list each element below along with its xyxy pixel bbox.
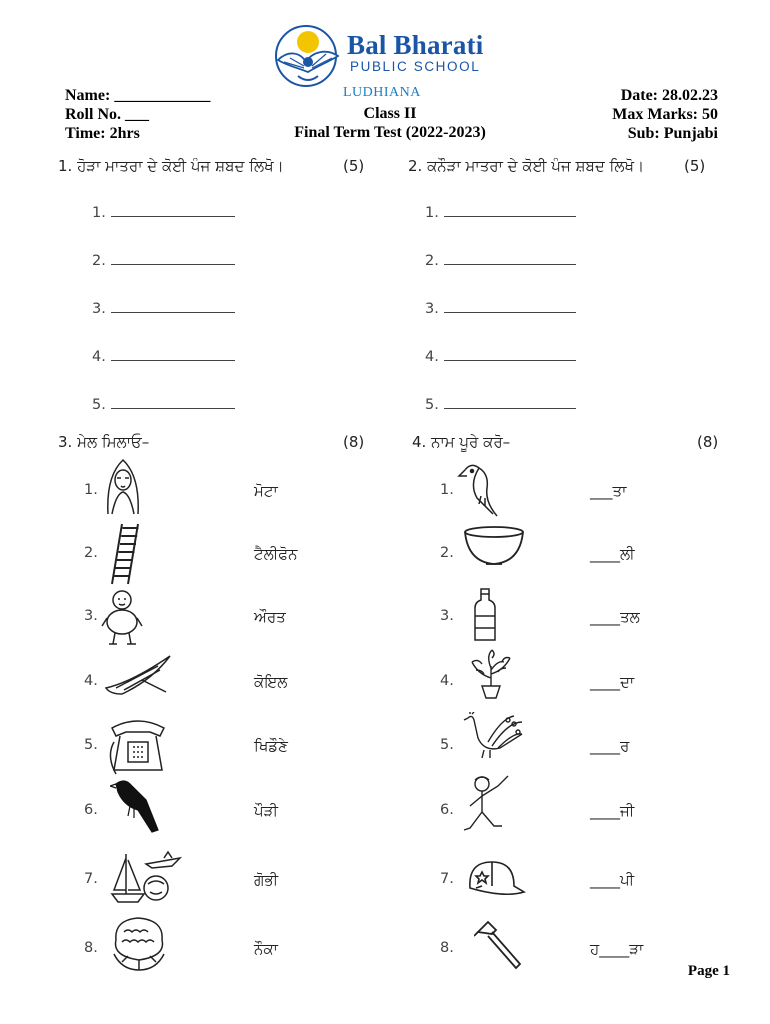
q4-fill-word[interactable]: ____ਜੀ bbox=[590, 802, 635, 820]
page-number: Page 1 bbox=[687, 963, 730, 979]
q4-item-number: 7. bbox=[440, 871, 454, 887]
list-item: 1. bbox=[425, 202, 576, 250]
list-item: 3. bbox=[425, 298, 576, 346]
answer-line[interactable] bbox=[444, 408, 576, 409]
woman-icon bbox=[100, 456, 146, 516]
school-emblem-icon bbox=[268, 22, 348, 92]
q3-item-number: 2. bbox=[84, 545, 98, 561]
roll-no-field: Roll No. ___ bbox=[65, 106, 149, 123]
q3-item-number: 4. bbox=[84, 673, 98, 689]
q4-item-number: 4. bbox=[440, 673, 454, 689]
student-info bbox=[65, 86, 210, 143]
toys-icon bbox=[110, 850, 182, 908]
potted-plant-icon bbox=[468, 648, 514, 700]
school-subtitle: PUBLIC SCHOOL bbox=[350, 59, 481, 74]
q3-item-number: 5. bbox=[84, 737, 98, 753]
list-item: 2. bbox=[92, 250, 235, 298]
question-2-text: 2. ਕਨੌੜਾ ਮਾਤਰਾ ਦੇ ਕੋਈ ਪੰਜ ਸ਼ਬਦ ਲਿਖੋ। bbox=[408, 157, 645, 175]
max-marks-info: Max Marks: 50 bbox=[612, 106, 718, 123]
bottle-icon bbox=[473, 588, 497, 642]
q1-answer-list bbox=[92, 202, 235, 442]
answer-line[interactable] bbox=[111, 360, 235, 361]
q4-fill-word[interactable]: ____ਦਾ bbox=[590, 673, 635, 691]
q3-word: ਕੋਇਲ bbox=[254, 673, 288, 691]
question-1-text: 1. ਹੋੜਾ ਮਾਤਰਾ ਦੇ ਕੋਈ ਪੰਜ ਸ਼ਬਦ ਲਿਖੋ। bbox=[58, 157, 284, 175]
answer-line[interactable] bbox=[444, 360, 576, 361]
telephone-icon bbox=[106, 716, 170, 776]
q3-word: ਟੈਲੀਫੋਨ bbox=[254, 545, 298, 563]
answer-line[interactable] bbox=[444, 216, 576, 217]
q3-word: ਔਰਤ bbox=[254, 608, 286, 626]
q4-item-number: 3. bbox=[440, 608, 454, 624]
q4-fill-word[interactable]: ____ਰ bbox=[590, 737, 630, 755]
ladder-icon bbox=[106, 522, 146, 586]
q2-answer-list bbox=[425, 202, 576, 442]
cuckoo-icon bbox=[110, 776, 164, 836]
answer-line[interactable] bbox=[111, 408, 235, 409]
q4-item-number: 5. bbox=[440, 737, 454, 753]
q3-word: ਪੌੜੀ bbox=[254, 802, 278, 820]
q3-word: ਗੋਭੀ bbox=[254, 871, 279, 889]
question-3-text: 3. ਮੇਲ ਮਿਲਾਓ– bbox=[58, 433, 150, 451]
list-item: 1. bbox=[92, 202, 235, 250]
q3-item-number: 1. bbox=[84, 482, 98, 498]
name-field: Name: ____________ bbox=[65, 87, 211, 104]
q4-fill-word[interactable]: ____ਲੀ bbox=[590, 545, 635, 563]
q4-item-number: 1. bbox=[440, 482, 454, 498]
school-city: LUDHIANA bbox=[343, 85, 421, 100]
answer-line[interactable] bbox=[444, 312, 576, 313]
q3-item-number: 6. bbox=[84, 802, 98, 818]
class-label: Class II bbox=[363, 105, 417, 122]
fat-man-icon bbox=[100, 588, 144, 646]
q4-fill-word[interactable]: ਹ____ੜਾ bbox=[590, 940, 644, 958]
question-4-marks: (8) bbox=[697, 433, 719, 451]
list-item: 5. bbox=[92, 394, 235, 442]
bowl-icon bbox=[462, 524, 526, 568]
list-item: 5. bbox=[425, 394, 576, 442]
hammer-icon bbox=[474, 920, 526, 972]
cauliflower-icon bbox=[108, 914, 170, 972]
q4-fill-word[interactable]: ____ਪੀ bbox=[590, 871, 635, 889]
q3-word: ਖਿਡੌਣੇ bbox=[254, 737, 288, 755]
exam-info bbox=[560, 86, 718, 143]
answer-line[interactable] bbox=[444, 264, 576, 265]
q4-fill-word[interactable]: ____ਤਲ bbox=[590, 608, 640, 626]
date-info: Date: 28.02.23 bbox=[620, 87, 718, 104]
time-info: Time: 2hrs bbox=[65, 125, 140, 142]
cap-icon bbox=[464, 858, 526, 902]
q3-word: ਨੌਕਾ bbox=[254, 940, 278, 958]
question-1-marks: (5) bbox=[343, 157, 365, 175]
test-title: Final Term Test (2022-2023) bbox=[294, 124, 486, 141]
parrot-icon bbox=[455, 460, 505, 518]
school-name: Bal Bharati bbox=[347, 30, 484, 60]
question-2-marks: (5) bbox=[684, 157, 706, 175]
q4-item-number: 6. bbox=[440, 802, 454, 818]
answer-line[interactable] bbox=[111, 312, 235, 313]
q3-item-number: 3. bbox=[84, 608, 98, 624]
peacock-icon bbox=[462, 712, 524, 760]
q3-item-number: 8. bbox=[84, 940, 98, 956]
test-info bbox=[250, 104, 530, 142]
subject-info: Sub: Punjabi bbox=[627, 125, 718, 142]
q3-item-number: 7. bbox=[84, 871, 98, 887]
q4-item-number: 8. bbox=[440, 940, 454, 956]
list-item: 4. bbox=[425, 346, 576, 394]
boat-icon bbox=[102, 652, 174, 696]
question-4-text: 4. ਨਾਮ ਪੂਰੇ ਕਰੋ– bbox=[412, 433, 511, 451]
soldier-icon bbox=[458, 772, 516, 838]
question-3-marks: (8) bbox=[343, 433, 365, 451]
q4-item-number: 2. bbox=[440, 545, 454, 561]
q3-word: ਮੋਟਾ bbox=[254, 482, 278, 500]
list-item: 4. bbox=[92, 346, 235, 394]
list-item: 3. bbox=[92, 298, 235, 346]
list-item: 2. bbox=[425, 250, 576, 298]
answer-line[interactable] bbox=[111, 216, 235, 217]
q4-fill-word[interactable]: ___ਤਾ bbox=[590, 482, 627, 500]
answer-line[interactable] bbox=[111, 264, 235, 265]
